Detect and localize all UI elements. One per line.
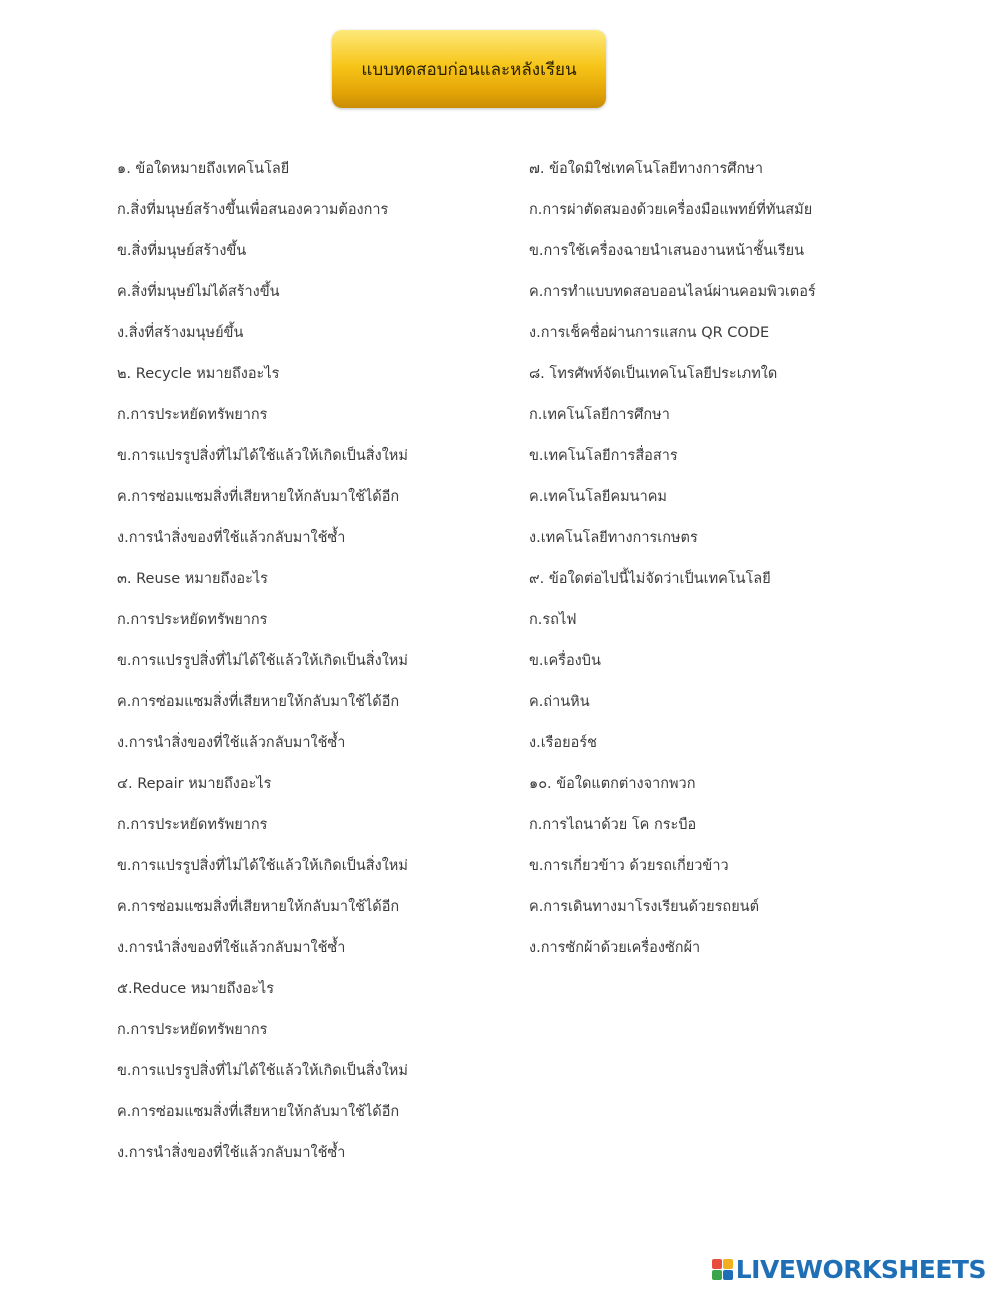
left-question-line: ก.การประหยัดทรัพยากร [117, 612, 268, 628]
left-question-line: ค.การซ่อมแซมสิ่งที่เสียหายให้กลับมาใช้ได้อีก [117, 899, 400, 915]
left-question-column [117, 152, 497, 1177]
logo-square [712, 1270, 722, 1280]
left-question-line: ง.การนำสิ่งของที่ใช้แล้วกลับมาใช้ซ้ำ [117, 940, 346, 956]
right-question-line: ๘. โทรศัพท์จัดเป็นเทคโนโลยีประเภทใด [529, 366, 778, 382]
right-question-line: ๗. ข้อใดมิใช่เทคโนโลยีทางการศึกษา [529, 161, 763, 177]
left-question-line: ๑. ข้อใดหมายถึงเทคโนโลยี [117, 161, 290, 177]
left-question-line: ๔. Repair หมายถึงอะไร [117, 776, 272, 792]
left-question-line: ๓. Reuse หมายถึงอะไร [117, 571, 268, 587]
right-question-line: ง.เรือยอร์ช [529, 735, 597, 751]
logo-square [712, 1259, 722, 1269]
brand-name: LIVEWORKSHEETS [735, 1254, 986, 1284]
right-question-line: ข.เครื่องบิน [529, 653, 601, 669]
left-question-line: ข.การแปรรูปสิ่งที่ไม่ได้ใช้แล้วให้เกิดเป็นสิ่งใหม่ [117, 1063, 408, 1079]
right-question-line: ค.การเดินทางมาโรงเรียนด้วยรถยนต์ [529, 899, 760, 915]
right-question-line: ๙. ข้อใดต่อไปนี้ไม่จัดว่าเป็นเทคโนโลยี [529, 571, 771, 587]
logo-square [723, 1259, 733, 1269]
left-question-line: ข.การแปรรูปสิ่งที่ไม่ได้ใช้แล้วให้เกิดเป็นสิ่งใหม่ [117, 858, 408, 874]
left-question-line: ก.สิ่งที่มนุษย์สร้างขึ้นเพื่อสนองความต้องการ [117, 202, 389, 218]
right-question-line: ข.การเกี่ยวข้าว ด้วยรถเกี่ยวข้าว [529, 858, 729, 874]
right-question-line: ข.การใช้เครื่องฉายนำเสนองานหน้าชั้นเรียน [529, 243, 805, 259]
left-question-line: ง.การนำสิ่งของที่ใช้แล้วกลับมาใช้ซ้ำ [117, 1145, 346, 1161]
liveworksheets-logo-icon [712, 1259, 733, 1280]
right-question-line: ก.รถไฟ [529, 612, 577, 628]
title-banner [332, 30, 606, 108]
left-question-line: ๒. Recycle หมายถึงอะไร [117, 366, 280, 382]
left-question-line: ค.สิ่งที่มนุษย์ไม่ได้สร้างขึ้น [117, 284, 280, 300]
right-question-line: ง.การเช็คชื่อผ่านการแสกน QR CODE [529, 325, 770, 341]
left-question-line: ค.การซ่อมแซมสิ่งที่เสียหายให้กลับมาใช้ได้อีก [117, 489, 400, 505]
left-question-line: ก.การประหยัดทรัพยากร [117, 407, 268, 423]
right-question-line: ค.ถ่านหิน [529, 694, 590, 710]
left-question-line: ข.การแปรรูปสิ่งที่ไม่ได้ใช้แล้วให้เกิดเป็นสิ่งใหม่ [117, 653, 408, 669]
left-question-line: ค.การซ่อมแซมสิ่งที่เสียหายให้กลับมาใช้ได้อีก [117, 694, 400, 710]
right-question-line: ๑๐. ข้อใดแตกต่างจากพวก [529, 776, 696, 792]
right-question-line: ก.การไถนาด้วย โค กระบือ [529, 817, 697, 833]
left-question-line: ๕.Reduce หมายถึงอะไร [117, 981, 275, 997]
right-question-line: ง.การซักผ้าด้วยเครื่องซักผ้า [529, 940, 701, 956]
left-question-line: ข.การแปรรูปสิ่งที่ไม่ได้ใช้แล้วให้เกิดเป็นสิ่งใหม่ [117, 448, 408, 464]
liveworksheets-branding [712, 1254, 986, 1284]
left-question-line: ข.สิ่งที่มนุษย์สร้างขึ้น [117, 243, 247, 259]
right-question-column [529, 152, 969, 972]
left-question-line: ง.การนำสิ่งของที่ใช้แล้วกลับมาใช้ซ้ำ [117, 530, 346, 546]
left-question-line: ก.การประหยัดทรัพยากร [117, 817, 268, 833]
logo-square [723, 1270, 733, 1280]
left-question-line: ค.การซ่อมแซมสิ่งที่เสียหายให้กลับมาใช้ได้อีก [117, 1104, 400, 1120]
left-question-line: ง.การนำสิ่งของที่ใช้แล้วกลับมาใช้ซ้ำ [117, 735, 346, 751]
right-question-line: ก.เทคโนโลยีการศึกษา [529, 407, 670, 423]
page-title: แบบทดสอบก่อนและหลังเรียน [361, 59, 577, 80]
left-question-line: ง.สิ่งที่สร้างมนุษย์ขึ้น [117, 325, 244, 341]
right-question-line: ค.การทำแบบทดสอบออนไลน์ผ่านคอมพิวเตอร์ [529, 284, 816, 300]
right-question-line: ง.เทคโนโลยีทางการเกษตร [529, 530, 698, 546]
right-question-line: ค.เทคโนโลยีคมนาคม [529, 489, 667, 505]
left-question-line: ก.การประหยัดทรัพยากร [117, 1022, 268, 1038]
right-question-line: ก.การผ่าตัดสมองด้วยเครื่องมือแพทย์ที่ทันสมัย [529, 202, 813, 218]
right-question-line: ข.เทคโนโลยีการสื่อสาร [529, 448, 678, 464]
